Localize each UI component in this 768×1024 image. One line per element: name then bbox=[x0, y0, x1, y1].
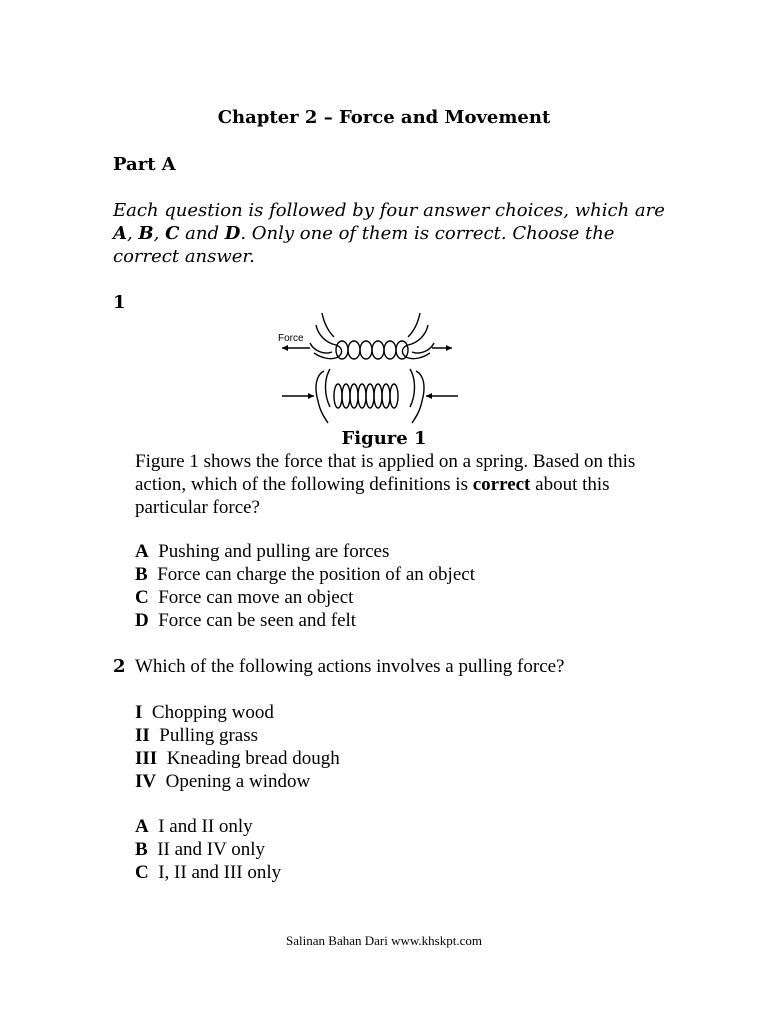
force-label: Force bbox=[278, 333, 304, 344]
question-text: Figure 1 shows the force that is applied on a spring. Based on this action, which of the following definitions is correct about this particular force? bbox=[135, 451, 636, 518]
statement-item: II Pulling grass bbox=[135, 725, 258, 746]
answer-option[interactable]: D Force can be seen and felt bbox=[135, 610, 357, 631]
answer-option[interactable]: C Force can move an object bbox=[135, 587, 354, 608]
page-title: Chapter 2 – Force and Movement bbox=[217, 107, 551, 128]
instructions: Each question is followed by four answer choices, which are A, B, C and D. Only one of them is correct. Choose the correct answer. bbox=[113, 200, 665, 267]
figure-caption: Figure 1 bbox=[341, 428, 427, 449]
answer-option[interactable]: C I, II and III only bbox=[135, 862, 282, 883]
spring-figure bbox=[270, 305, 470, 429]
answer-option[interactable]: B Force can charge the position of an object bbox=[135, 564, 475, 585]
answer-option[interactable]: A Pushing and pulling are forces bbox=[135, 541, 390, 562]
statement-item: III Kneading bread dough bbox=[135, 748, 340, 769]
answer-option[interactable]: B II and IV only bbox=[135, 839, 266, 860]
statement-item: I Chopping wood bbox=[135, 702, 274, 723]
answer-option[interactable]: A I and II only bbox=[135, 816, 253, 837]
question-number: 1 bbox=[113, 292, 126, 313]
statement-item: IV Opening a window bbox=[135, 771, 311, 792]
question-number: 2 bbox=[113, 656, 126, 677]
footer-source: Salinan Bahan Dari www.khskpt.com bbox=[286, 933, 482, 948]
part-heading: Part A bbox=[113, 154, 176, 175]
question-text: Which of the following actions involves a pulling force? bbox=[135, 656, 565, 677]
